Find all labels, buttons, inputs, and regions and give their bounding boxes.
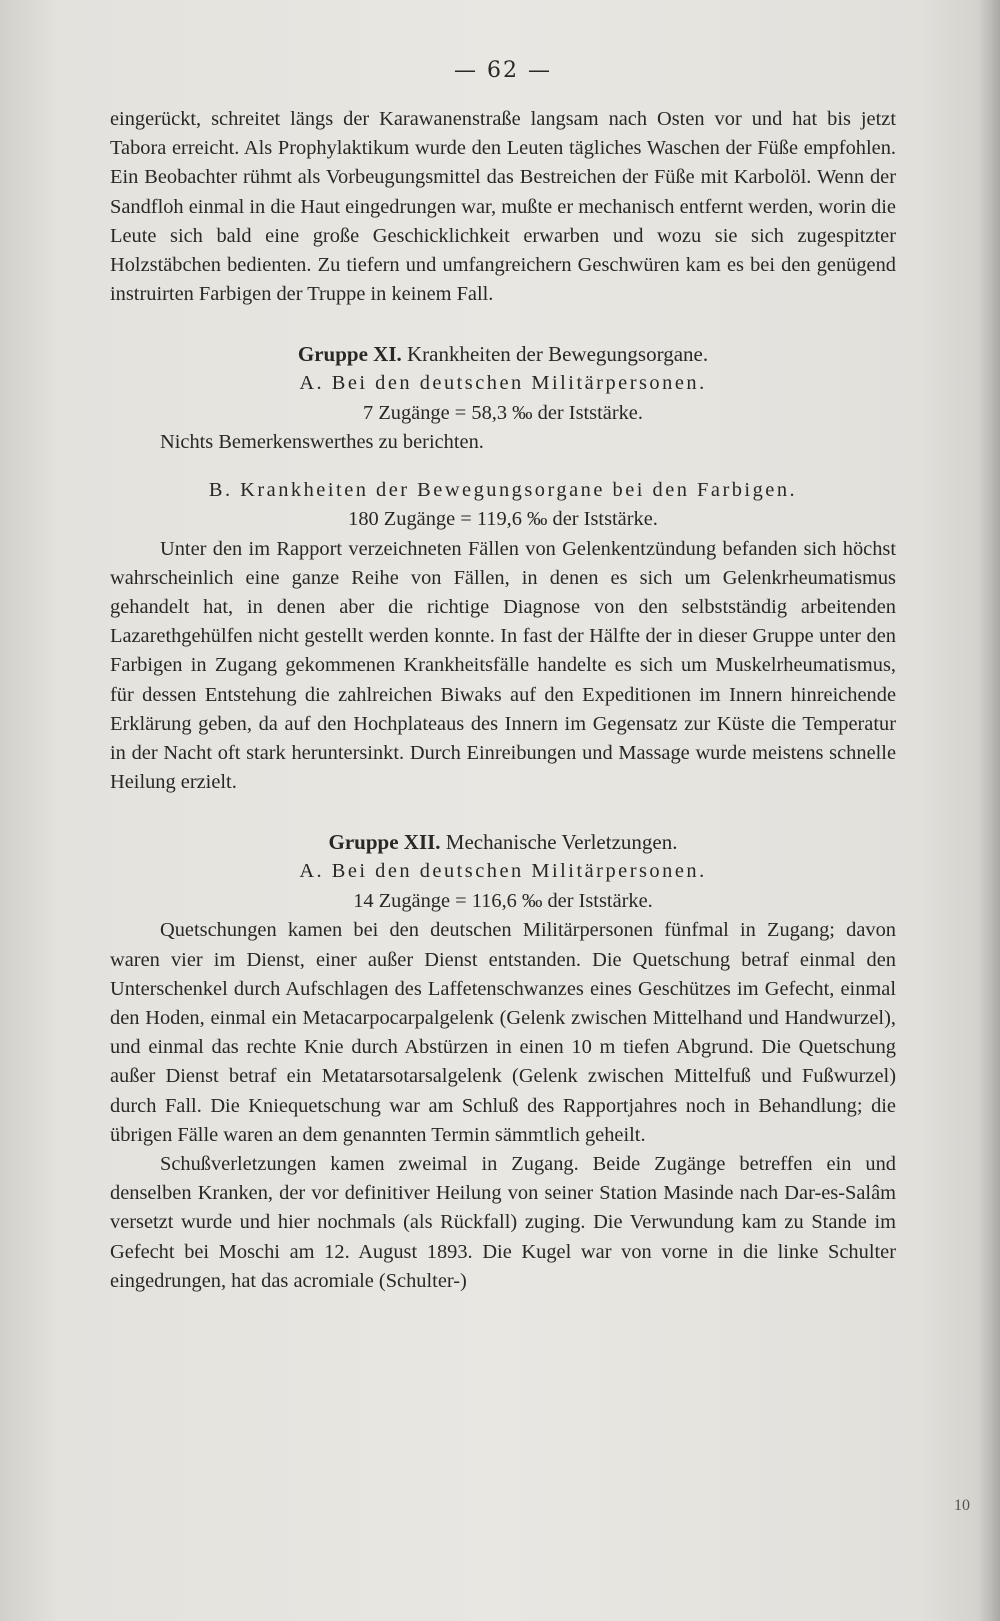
group-xi-a-text: Nichts Bemerkenswerthes zu berichten.	[160, 431, 484, 454]
page-content	[110, 58, 896, 1296]
group-xii-heading-title: Mechanische Verletzungen.	[445, 830, 678, 855]
spacer	[110, 309, 896, 339]
signature-mark: 10	[954, 1497, 970, 1514]
spacer	[110, 458, 896, 476]
spacer	[110, 797, 896, 827]
group-xi-heading-prefix: Gruppe XI.	[297, 342, 402, 367]
group-xi-heading	[110, 339, 896, 369]
group-xii-heading	[110, 827, 896, 857]
group-xii-paragraph-2: Schußverletzungen kamen zweimal in Zugang. Beide Zugänge betreffen ein und denselben Kranken, der vor definitiver Heilung von seiner Station Masinde nach Dar-es-Salâm versetzt wurde und hier nochmals (als Rückfall) zuging. Die Verwundung kam zu Stande im Gefecht bei Moschi am 12. August 1893. Die Kugel war von vorne in die linke Schulter eingedrungen, hat das acromiale (Schulter-)	[110, 1153, 896, 1292]
page-edge-shadow	[978, 0, 1000, 1621]
intro-paragraph: eingerückt, schreitet längs der Karawanenstraße langsam nach Osten vor und hat bis jetzt Tabora erreicht. Als Prophylaktikum wurde den Leuten tägliches Waschen der Füße empfohlen. Ein Beobachter rühmt als Vorbeugungsmittel das Bestreichen der Füße mit Karbolöl. Wenn der Sandfloh einmal in die Haut eingedrungen war, mußte er mechanisch entfernt werden, worin die Leute sich bald eine große Geschicklichkeit erwarben und wozu sie sich zugespitzter Holzstäbchen bedienten. Zu tiefern und umfangreichern Geschwüren kam es bei den genügend instruirten Farbigen der Truppe in keinem Fall.	[110, 108, 896, 306]
group-xi-b-stat: 180 Zugänge = 119,6 ‰ der Iststärke.	[348, 508, 658, 531]
group-xi-a-title: A. Bei den deutschen Militärpersonen.	[299, 372, 707, 395]
group-xii-heading-prefix: Gruppe XII.	[328, 830, 441, 855]
group-xi-heading-title: Krankheiten der Bewegungsorgane.	[407, 342, 709, 367]
group-xi-b-text: Unter den im Rapport verzeichneten Fällen von Gelenkentzündung befanden sich höchst wahrscheinlich eine ganze Reihe von Fällen, in denen es sich um Gelenkrheumatismus gehandelt hat, in denen aber die richtige Diagnose von den selbstständig arbeitenden Lazarethgehülfen nicht gestellt werden konnte. In fast der Hälfte der in dieser Gruppe unter den Farbigen in Zugang gekommenen Krankheitsfälle handelte es sich um Muskelrheumatismus, für dessen Entstehung die zahlreichen Biwaks auf den Expeditionen im Innern hinreichende Erklärung geben, da auf den Hochplateaus des Innern im Gegensatz zur Küste die Temperatur in der Nacht oft stark heruntersinkt. Durch Einreibungen und Massage wurde meistens schnelle Heilung erzielt.	[110, 537, 896, 794]
page-number: — 62 —	[454, 58, 552, 83]
group-xii-a-stat: 14 Zugänge = 116,6 ‰ der Iststärke.	[353, 889, 653, 912]
group-xii-paragraph-1: Quetschungen kamen bei den deutschen Militärpersonen fünfmal in Zugang; davon waren vier im Dienst, einer außer Dienst entstanden. Die Quetschung betraf einmal den Unterschenkel durch Aufschlagen des Laffetenschwanzes eines Geschützes im Gefecht, einmal den Hoden, einmal ein Metacarpocarpalgelenk (Gelenk zwischen Mittelhand und Handwurzel), und einmal das rechte Knie durch Abstürzen in einen 10 m tiefen Abgrund. Die Quetschung außer Dienst betraf ein Metatarsotarsalgelenk (Gelenk zwischen Mittelfuß und Fußwurzel) durch Fall. Die Kniequetschung war am Schluß des Rapportjahres noch in Behandlung; die übrigen Fälle waren an dem genannten Termin sämmtlich geheilt.	[110, 919, 896, 1146]
group-xi-b-title: B. Krankheiten der Bewegungsorgane bei den Farbigen.	[208, 478, 798, 501]
group-xii-a-title: A. Bei den deutschen Militärpersonen.	[299, 860, 707, 883]
group-xi-a-stat: 7 Zugänge = 58,3 ‰ der Iststärke.	[363, 401, 643, 424]
